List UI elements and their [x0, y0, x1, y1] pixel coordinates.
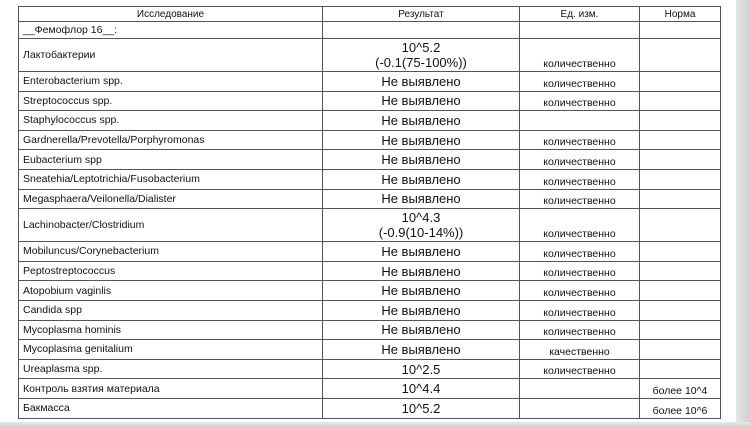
table-row — [19, 150, 721, 170]
norm-cell — [640, 111, 721, 131]
header-study: Исследование — [19, 7, 323, 22]
norm-cell — [640, 169, 721, 189]
result-value: Не выявлено — [381, 73, 461, 89]
group-empty-cell — [323, 22, 520, 39]
table-row — [19, 340, 721, 360]
result-cell — [323, 189, 520, 209]
group-empty-cell — [520, 22, 640, 39]
result-cell — [323, 111, 520, 131]
norm-cell — [640, 261, 721, 281]
study-name-cell: Mobiluncus/Corynebacterium — [19, 242, 323, 262]
table-header-row — [19, 7, 721, 22]
norm-cell — [640, 189, 721, 209]
result-value: 10^2.5 — [401, 361, 441, 377]
table-row — [19, 242, 721, 262]
study-name-cell: Peptostreptococcus — [19, 261, 323, 281]
results-table — [18, 6, 721, 419]
result-value: Не выявлено — [381, 302, 461, 318]
table-row — [19, 281, 721, 301]
study-name-cell: Бакмасса — [19, 398, 323, 418]
study-name-cell: Enterobacterium spp. — [19, 72, 323, 92]
result-value: Не выявлено — [381, 263, 461, 279]
study-name-cell: Gardnerella/Prevotella/Porphyromonas — [19, 130, 323, 150]
table-row — [19, 111, 721, 131]
result-value: Не выявлено — [381, 191, 461, 207]
study-name-cell: Контроль взятия материала — [19, 379, 323, 399]
result-value: Не выявлено — [381, 171, 461, 187]
unit-cell: количественно — [520, 130, 640, 150]
result-value: (-0.1(75-100%)) — [375, 55, 467, 70]
group-label: __Фемофлор 16__: — [19, 22, 323, 39]
header-norm: Норма — [640, 7, 721, 22]
norm-cell: более 10^6 — [640, 398, 721, 418]
result-cell — [323, 169, 520, 189]
result-value: (-0.9(10-14%)) — [378, 225, 464, 241]
study-name-cell: Lachinobacter/Clostridium — [19, 209, 323, 242]
result-value: 10^5.2 — [401, 40, 441, 55]
result-value: Не выявлено — [381, 283, 461, 299]
header-unit: Ед. изм. — [520, 7, 640, 22]
result-cell — [323, 261, 520, 281]
unit-cell: качественно — [520, 340, 640, 360]
table-row — [19, 130, 721, 150]
result-cell — [323, 359, 520, 379]
table-row — [19, 261, 721, 281]
group-empty-cell — [640, 22, 721, 39]
window-edge-right — [736, 0, 750, 428]
norm-cell: более 10^4 — [640, 379, 721, 399]
table-body — [19, 22, 721, 419]
unit-cell: количественно — [520, 242, 640, 262]
study-name-cell: Лактобактерии — [19, 39, 323, 72]
unit-cell: количественно — [520, 72, 640, 92]
study-name-cell: Mycoplasma genitalium — [19, 340, 323, 360]
table-row — [19, 169, 721, 189]
study-name-cell: Streptococcus spp. — [19, 91, 323, 111]
result-value: Не выявлено — [381, 152, 461, 168]
result-cell — [323, 340, 520, 360]
unit-cell: количественно — [520, 189, 640, 209]
norm-cell — [640, 39, 721, 72]
unit-cell: количественно — [520, 300, 640, 320]
unit-cell — [520, 398, 640, 418]
study-name-cell: Candida spp — [19, 300, 323, 320]
result-value: Не выявлено — [381, 322, 461, 338]
norm-cell — [640, 242, 721, 262]
norm-cell — [640, 72, 721, 92]
result-cell — [323, 398, 520, 418]
table-row — [19, 91, 721, 111]
table-row — [19, 209, 721, 242]
result-value: Не выявлено — [381, 243, 461, 259]
study-name-cell: Staphylococcus spp. — [19, 111, 323, 131]
header-result: Результат — [323, 7, 520, 22]
result-value: Не выявлено — [381, 132, 461, 148]
result-cell — [323, 209, 520, 242]
unit-cell — [520, 111, 640, 131]
result-value: 10^4.4 — [401, 381, 441, 397]
unit-cell — [520, 379, 640, 399]
window-edge-bottom — [0, 422, 750, 428]
result-cell — [323, 91, 520, 111]
unit-cell: количественно — [520, 169, 640, 189]
table-row — [19, 39, 721, 72]
result-cell — [323, 379, 520, 399]
study-name-cell: Atopobium vaginlis — [19, 281, 323, 301]
study-name-cell: Mycoplasma hominis — [19, 320, 323, 340]
norm-cell — [640, 150, 721, 170]
result-cell — [323, 130, 520, 150]
norm-cell — [640, 340, 721, 360]
table-row — [19, 379, 721, 399]
table-row — [19, 300, 721, 320]
study-name-cell: Megasphaera/Veilonella/Dialister — [19, 189, 323, 209]
result-cell — [323, 72, 520, 92]
norm-cell — [640, 209, 721, 242]
norm-cell — [640, 320, 721, 340]
table-row — [19, 398, 721, 418]
unit-cell: количественно — [520, 281, 640, 301]
result-cell — [323, 281, 520, 301]
norm-cell — [640, 130, 721, 150]
result-cell — [323, 300, 520, 320]
unit-cell: количественно — [520, 39, 640, 72]
result-value: 10^4.3 — [401, 210, 441, 226]
table-row — [19, 72, 721, 92]
result-cell — [323, 320, 520, 340]
norm-cell — [640, 91, 721, 111]
result-cell — [323, 150, 520, 170]
norm-cell — [640, 281, 721, 301]
result-value: Не выявлено — [381, 341, 461, 357]
table-row — [19, 189, 721, 209]
result-value: Не выявлено — [381, 112, 461, 128]
table-row — [19, 320, 721, 340]
unit-cell: количественно — [520, 359, 640, 379]
result-cell — [323, 39, 520, 72]
norm-cell — [640, 300, 721, 320]
unit-cell: количественно — [520, 209, 640, 242]
unit-cell: количественно — [520, 320, 640, 340]
study-name-cell: Sneatehia/Leptotrichia/Fusobacterium — [19, 169, 323, 189]
study-name-cell: Eubacterium spp — [19, 150, 323, 170]
result-value: 10^5.2 — [401, 400, 441, 416]
unit-cell: количественно — [520, 150, 640, 170]
result-cell — [323, 242, 520, 262]
result-value: Не выявлено — [381, 93, 461, 109]
unit-cell: количественно — [520, 91, 640, 111]
table-row — [19, 359, 721, 379]
norm-cell — [640, 359, 721, 379]
unit-cell: количественно — [520, 261, 640, 281]
group-row — [19, 22, 721, 39]
study-name-cell: Ureaplasma spp. — [19, 359, 323, 379]
